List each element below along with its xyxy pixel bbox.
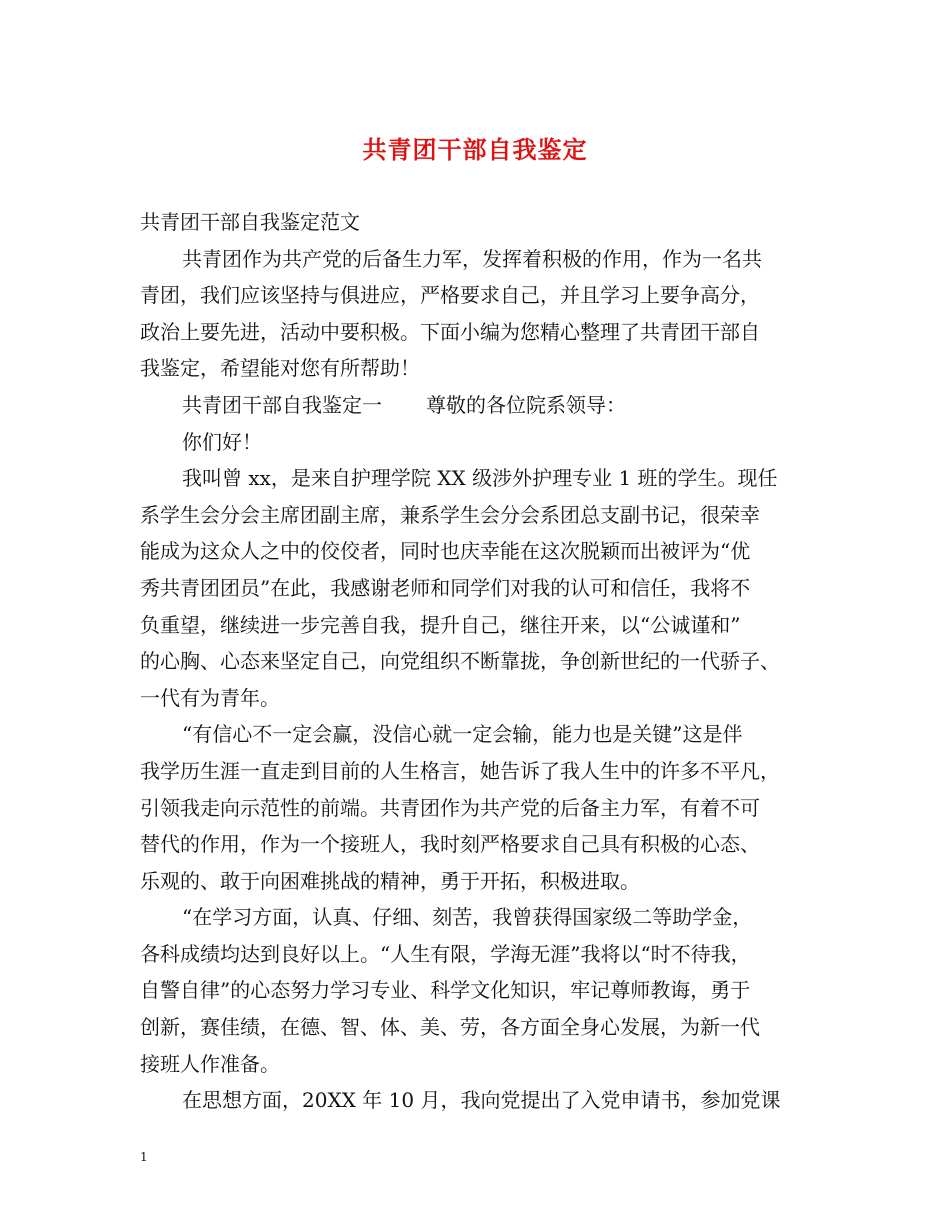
text-line [140,424,830,461]
text-line [140,753,830,790]
text-line-content: 各科成绩均达到良好以上。“人生有限，学海无涯”我将以“时不待我， [140,941,751,966]
document-title: 共青团干部自我鉴定 [362,135,588,164]
text-line [140,387,830,424]
text-line-content: 我学历生涯一直走到目前的人生格言，她告诉了我人生中的许多不平凡， [140,758,780,783]
text-line-content: 共青团作为共产党的后备生力军，发挥着积极的作用，作为一名共 [182,246,762,271]
text-line [140,497,830,534]
text-line-content: 创新，赛佳绩，在德、智、体、美、劳，各方面全身心发展，为新一代 [140,1015,760,1040]
text-line [140,607,830,644]
text-line [140,972,830,1009]
text-line [140,1082,830,1119]
text-line [140,460,830,497]
salutation-text: 尊敬的各位院系领导： [426,392,626,417]
text-line-content: 我鉴定，希望能对您有所帮助！ [140,356,420,381]
text-line-content: 的心胸、心态来坚定自己，向党组织不断靠拢，争创新世纪的一代骄子、 [140,649,780,674]
text-line-content: 自警自律”的心态努力学习专业、科学文化知识，牢记尊师教诲，勇于 [140,978,751,1003]
text-line-content: 在思想方面，20XX 年 10 月，我向党提出了入党申请书，参加党课 [182,1088,781,1113]
text-line [140,680,830,717]
text-line-content: 负重望，继续进一步完善自我，提升自己，继往开来，以“公诚谨和” [140,612,741,637]
text-line-content: 替代的作用，作为一个接班人，我时刻严格要求自己具有积极的心态、 [140,832,760,857]
text-line-content: 你们好！ [182,429,262,454]
text-line-content: 能成为这众人之中的佼佼者，同时也庆幸能在这次脱颖而出被评为“优 [140,539,751,564]
text-line [140,790,830,827]
text-line-content: 接班人作准备。 [140,1051,280,1076]
text-line [140,1046,830,1083]
text-line-content: 我叫曾 xx，是来自护理学院 XX 级涉外护理专业 1 班的学生。现任 [182,466,778,491]
text-line [140,826,830,863]
text-line [140,716,830,753]
text-line-content: “在学习方面，认真、仔细、刻苦，我曾获得国家级二等助学金， [182,905,753,930]
text-line [140,643,830,680]
text-line [140,204,830,241]
text-line [140,570,830,607]
text-line-content: 共青团干部自我鉴定范文 [140,210,360,234]
text-line-content: “有信心不一定会赢，没信心就一定会输，能力也是关键”这是伴 [182,722,743,747]
page-number: 1 [140,1150,148,1164]
text-line [140,533,830,570]
text-line [140,277,830,314]
text-line [140,350,830,387]
text-line [140,936,830,973]
text-line-content: 系学生会分会主席团副主席，兼系学生会分会系团总支副书记，很荣幸 [140,502,760,527]
document-body [140,204,830,1119]
text-line [140,314,830,351]
text-line-content: 乐观的、敢于向困难挑战的精神，勇于开拓，积极进取。 [140,868,640,893]
text-line [140,241,830,278]
text-line [140,1009,830,1046]
text-line [140,899,830,936]
text-line-content: 一代有为青年。 [140,685,280,710]
text-line-content: 政治上要先进，活动中要积极。下面小编为您精心整理了共青团干部自 [140,319,760,344]
text-line-content: 秀共青团团员”在此，我感谢老师和同学们对我的认可和信任，我将不 [140,575,751,600]
text-line-content: 共青团干部自我鉴定一 [182,392,382,417]
text-line [140,863,830,900]
text-line-content: 引领我走向示范性的前端。共青团作为共产党的后备主力军，有着不可 [140,795,760,820]
text-line-content: 青团，我们应该坚持与俱进应，严格要求自己，并且学习上要争高分， [140,283,760,308]
